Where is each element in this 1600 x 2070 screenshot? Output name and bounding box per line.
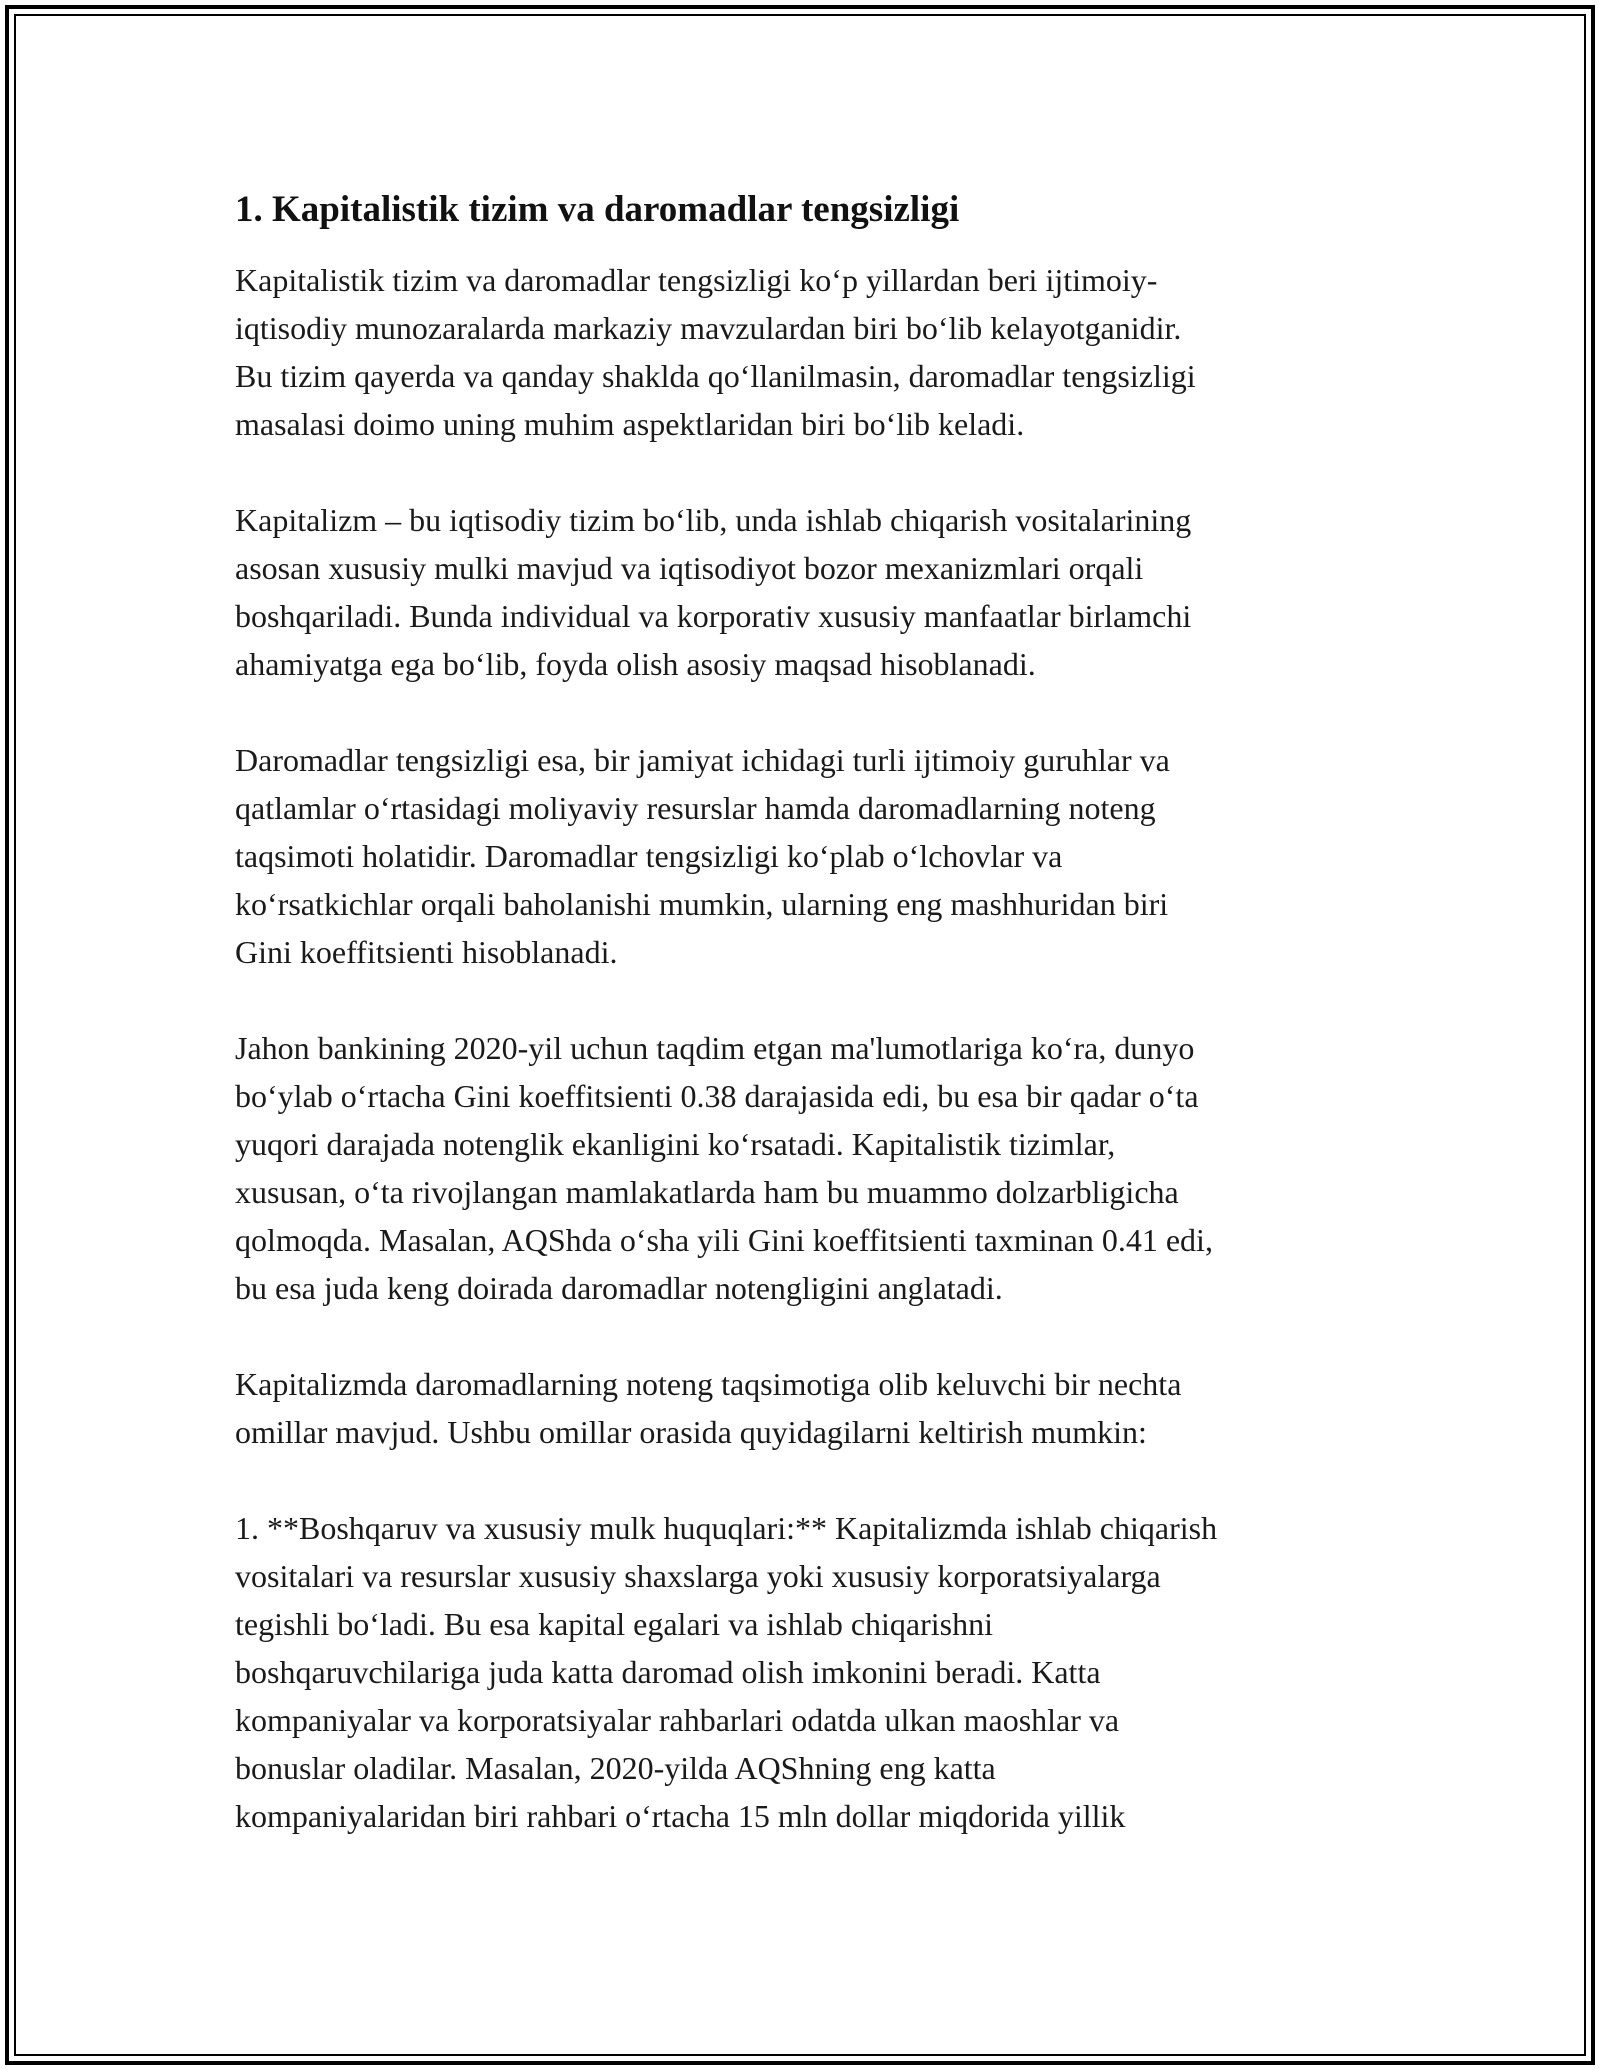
paragraph-world-bank-gini: Jahon bankining 2020-yil uchun taqdim etgan ma'lumotlariga ko‘ra, dunyo bo‘ylab o‘rtacha Gini koeffitsienti 0.38 darajasida edi, bu esa bir qadar o‘ta yuqori darajada notenglik ekanligini ko‘rsatadi. Kapitalistik tizimlar, xususan, o‘ta rivojlangan mamlakatlarda ham bu muammo dolzarbligicha qolmoqda. Masalan, AQShda o‘sha yili Gini koeffitsienti taxminan 0.41 edi, bu esa juda keng doirada daromadlar notengligini anglatadi. xyxy=(235,1030,1213,1306)
paragraph-capitalism-definition: Kapitalizm – bu iqtisodiy tizim bo‘lib, unda ishlab chiqarish vositalarining asosan xususiy mulki mavjud va iqtisodiyot bozor mexanizmlari orqali boshqariladi. Bunda individual va korporativ xususiy manfaatlar birlamchi ahamiyatga ega bo‘lib, foyda olish asosiy maqsad hisoblanadi. xyxy=(235,502,1192,682)
paragraph-intro: Kapitalistik tizim va daromadlar tengsizligi ko‘p yillardan beri ijtimoiy- iqtisodiy munozaralarda markaziy mavzulardan biri bo‘lib kelayotganidir. Bu tizim qayerda va qanday shaklda qo‘llanilmasin, daromadlar tengsizligi masalasi doimo uning muhim aspektlaridan biri bo‘lib keladi. xyxy=(235,262,1196,442)
paragraph-spacer xyxy=(235,1456,1365,1504)
paragraph-factors-intro: Kapitalizmda daromadlarning noteng taqsimotiga olib keluvchi bir nechta omillar mavjud. Ushbu omillar orasida quyidagilarni keltirish mumkin: xyxy=(235,1366,1182,1450)
paragraph-factor-1: 1. **Boshqaruv va xususiy mulk huquqlari:** Kapitalizmda ishlab chiqarish vositalari va resurslar xususiy shaxslarga yoki xususiy korporatsiyalarga tegishli bo‘ladi. Bu esa kapital egalari va ishlab chiqarishni boshqaruvchilariga juda katta daromad olish imkonini beradi. Katta kompaniyalar va korporatsiyalar rahbarlari odatda ulkan maoshlar va bonuslar oladilar. Masalan, 2020-yilda AQShning eng katta kompaniyalaridan biri rahbari o‘rtacha 15 mln dollar miqdorida yillik xyxy=(235,1510,1218,1834)
section-heading: 1. Kapitalistik tizim va daromadlar tengsizligi xyxy=(235,189,960,230)
paragraph-income-inequality: Daromadlar tengsizligi esa, bir jamiyat ichidagi turli ijtimoiy guruhlar va qatlamlar o‘rtasidagi moliyaviy resurslar hamda daromadlarning noteng taqsimoti holatidir. Daromadlar tengsizligi ko‘plab o‘lchovlar va ko‘rsatkichlar orqali baholanishi mumkin, ularning eng mashhuridan biri Gini koeffitsienti hisoblanadi. xyxy=(235,742,1170,970)
document-body xyxy=(235,186,1365,1840)
paragraph-spacer xyxy=(235,976,1365,1024)
paragraph-spacer xyxy=(235,448,1365,496)
paragraph-spacer xyxy=(235,1312,1365,1360)
paragraph-spacer xyxy=(235,688,1365,736)
